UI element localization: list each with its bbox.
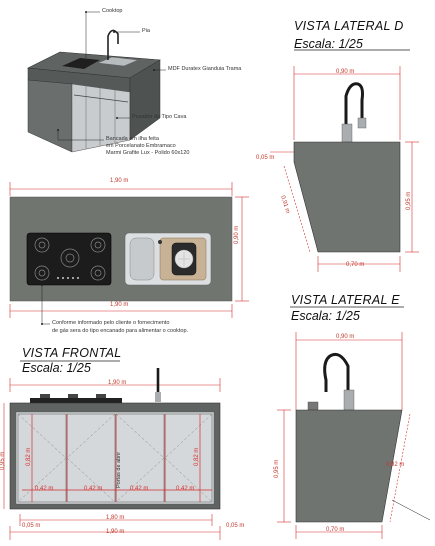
lateral-d-base-dim: 0,70 m: [346, 262, 365, 268]
plan-view: [10, 182, 249, 325]
vista-lateral-e-title: VISTA LATERAL E: [291, 293, 400, 307]
vista-frontal-drawing: [4, 361, 220, 540]
vista-lateral-d-drawing: [270, 50, 419, 272]
frontal-total-height: 0,95 m: [0, 451, 6, 470]
lateral-d-slope-dim: 0,91 m: [279, 195, 291, 215]
label-pia: Pia: [142, 28, 150, 34]
lateral-d-overhang-dim: 0,05 m: [256, 155, 275, 161]
frontal-door-width-3: 0,42 m: [130, 486, 149, 492]
lateral-e-height-dim: 0,95 m: [274, 459, 280, 478]
vista-lateral-d-scale: Escala: 1/25: [294, 37, 363, 51]
frontal-door-width-2: 0,42 m: [84, 486, 103, 492]
vista-lateral-d-title: VISTA LATERAL D: [294, 19, 404, 33]
label-bancada-1: Bancada em ilha feita: [106, 136, 159, 142]
frontal-left-offset: 0,05 m: [22, 523, 41, 529]
frontal-door-height-right: 0,82 m: [194, 447, 200, 466]
gas-note-line-2: de gás sera do tipo encanado para alimentar o cooktop.: [52, 328, 189, 334]
lateral-d-top-dim: 0,90 m: [336, 69, 355, 75]
label-bancada-3: Marmi Grafite Lux - Polido 60x120: [106, 150, 190, 156]
vista-lateral-e-scale: Escala: 1/25: [291, 309, 360, 323]
frontal-right-offset: 0,05 m: [226, 523, 245, 529]
frontal-door-height-left: 0,82 m: [26, 447, 32, 466]
frontal-top-dim: 1,90 m: [108, 380, 127, 386]
vista-lateral-e-drawing: [277, 307, 430, 539]
label-mdf: MDF Duratex Gianduia Trama: [168, 66, 242, 72]
lateral-e-slope-dim: 0,92 m: [386, 462, 405, 468]
lateral-d-height-dim: 0,95 m: [406, 191, 412, 210]
frontal-door-width-1: 0,42 m: [35, 486, 54, 492]
plan-width-bottom: 1,90 m: [110, 302, 129, 308]
frontal-bottom-total: 1,90 m: [106, 529, 125, 535]
vista-frontal-title: VISTA FRONTAL: [22, 346, 122, 360]
label-puxador: Puxador do Tipo Cava: [132, 114, 187, 120]
frontal-bottom-inner: 1,80 m: [106, 515, 125, 521]
vista-frontal-scale: Escala: 1/25: [22, 361, 91, 375]
lateral-e-top-dim: 0,90 m: [336, 334, 355, 340]
lateral-e-base-dim: 0,70 m: [326, 527, 345, 533]
gas-note-line-1: Conforme informado pelo cliente o fornecimento: [52, 320, 170, 326]
plan-width-top: 1,90 m: [110, 178, 129, 184]
label-bancada-2: em Porcelanato Embramaco: [106, 143, 176, 149]
frontal-door-label: Portas de abrir: [116, 451, 122, 488]
frontal-door-width-4: 0,42 m: [176, 486, 195, 492]
label-cooktop: Cooktop: [102, 8, 123, 14]
plan-depth: 0,90 m: [234, 225, 240, 244]
